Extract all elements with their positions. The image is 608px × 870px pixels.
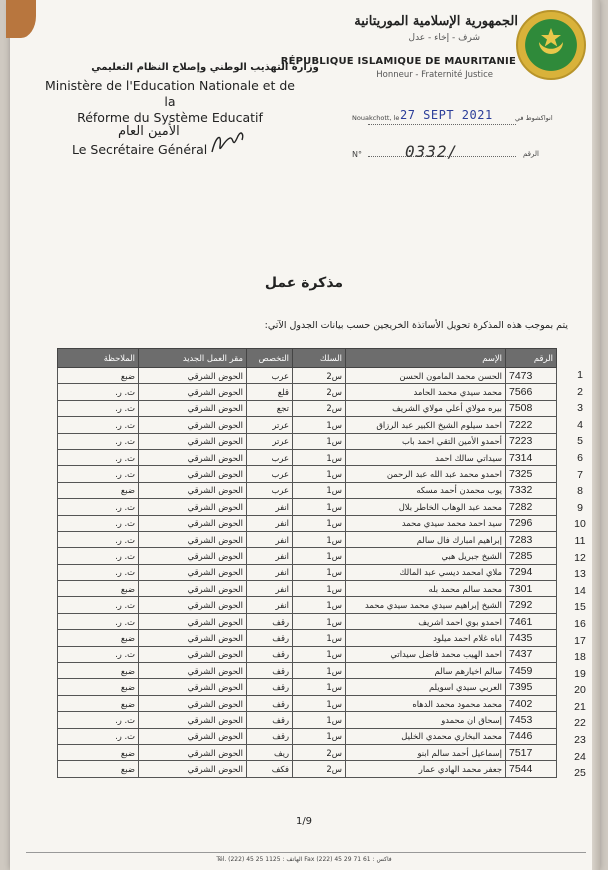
cell-grade: س2	[293, 761, 346, 777]
cell-id: 7453	[506, 712, 557, 728]
cell-id: 7517	[506, 744, 557, 760]
cell-grade: س1	[293, 581, 346, 597]
cell-notes: ت. ر.	[58, 548, 139, 564]
header-grade: السلك	[293, 349, 346, 368]
cell-id: 7446	[506, 728, 557, 744]
cell-id: 7435	[506, 630, 557, 646]
cell-specialty: عرب	[247, 466, 293, 482]
table-row	[58, 400, 557, 416]
row-number: 22	[574, 717, 586, 730]
cell-workplace: الحوض الشرقي	[139, 728, 247, 744]
table-row	[58, 663, 557, 679]
cell-name: الحسن محمد المامون الحسن	[346, 368, 506, 384]
row-number: 7	[577, 468, 583, 481]
cell-id: 7223	[506, 433, 557, 449]
secretary-title-ar: الأمين العام	[118, 124, 180, 139]
table-row	[58, 417, 557, 433]
cell-id: 7473	[506, 368, 557, 384]
row-number: 17	[574, 634, 586, 647]
cell-notes: ضبع	[58, 679, 139, 695]
cell-grade: س1	[293, 695, 346, 711]
table-row	[58, 728, 557, 744]
table-row	[58, 581, 557, 597]
page-edge	[592, 0, 600, 870]
cell-id: 7332	[506, 482, 557, 498]
thumb-shadow	[6, 0, 36, 38]
cell-workplace: الحوض الشرقي	[139, 564, 247, 580]
cell-workplace: الحوض الشرقي	[139, 515, 247, 531]
cell-workplace: الحوض الشرقي	[139, 531, 247, 547]
row-number: 12	[574, 551, 586, 564]
cell-workplace: الحوض الشرقي	[139, 449, 247, 465]
cell-notes: ضبع	[58, 744, 139, 760]
cell-notes: ت. ر.	[58, 531, 139, 547]
cell-specialty: تجع	[247, 400, 293, 416]
republic-name-ar: الجمهورية الإسلامية الموريتانية	[354, 14, 518, 29]
cell-specialty: انفر	[247, 499, 293, 515]
republic-name-fr: RÉPUBLIQUE ISLAMIQUE DE MAURITANIE	[280, 56, 516, 67]
page-number: 1/9	[295, 816, 313, 827]
cell-name: محمد سيدي محمد الحامد	[346, 384, 506, 400]
cell-name: الشيخ جبريل هبي	[346, 548, 506, 564]
cell-workplace: الحوض الشرقي	[139, 695, 247, 711]
cell-notes: ضبع	[58, 663, 139, 679]
cell-notes: ت. ر.	[58, 515, 139, 531]
cell-id: 7314	[506, 449, 557, 465]
cell-id: 7325	[506, 466, 557, 482]
cell-notes: ت. ر.	[58, 400, 139, 416]
ministry-fr-line-2: Réforme du Système Educatif	[77, 110, 263, 125]
cell-workplace: الحوض الشرقي	[139, 597, 247, 613]
cell-grade: س1	[293, 417, 346, 433]
table-row	[58, 368, 557, 384]
cell-workplace: الحوض الشرقي	[139, 761, 247, 777]
row-number: 6	[577, 451, 583, 464]
cell-grade: س1	[293, 433, 346, 449]
cell-specialty: رقف	[247, 695, 293, 711]
cell-notes: ت. ر.	[58, 646, 139, 662]
cell-specialty: انفر	[247, 581, 293, 597]
table-row	[58, 564, 557, 580]
row-number: 23	[574, 734, 586, 747]
row-number: 20	[574, 684, 586, 697]
signature-icon	[208, 126, 248, 160]
row-number: 18	[574, 651, 586, 664]
motto-fr: Honneur - Fraternité Justice	[376, 70, 493, 80]
cell-name: محمد سالم محمد بله	[346, 581, 506, 597]
cell-workplace: الحوض الشرقي	[139, 548, 247, 564]
cell-grade: س2	[293, 368, 346, 384]
cell-specialty: فكف	[247, 761, 293, 777]
cell-notes: ضبع	[58, 761, 139, 777]
table-row	[58, 548, 557, 564]
cell-workplace: الحوض الشرقي	[139, 581, 247, 597]
cell-grade: س1	[293, 548, 346, 564]
cell-name: أحمدو الأمين التقي احمد باب	[346, 433, 506, 449]
cell-grade: س1	[293, 712, 346, 728]
table-row	[58, 515, 557, 531]
reference-number: 0332/	[405, 142, 459, 161]
number-label-ar: الرقم	[523, 150, 539, 158]
table-row	[58, 449, 557, 465]
cell-workplace: الحوض الشرقي	[139, 482, 247, 498]
row-number: 14	[574, 584, 586, 597]
cell-name: احمد سيلوم الشيخ الكبير عبد الرزاق	[346, 417, 506, 433]
table-row	[58, 466, 557, 482]
table-header-row	[58, 349, 557, 368]
date-dotted-line	[368, 124, 516, 125]
cell-name: اباه غلام احمد ميلود	[346, 630, 506, 646]
row-number: 1	[577, 369, 583, 381]
cell-name: سيد احمد محمد سيدي محمد	[346, 515, 506, 531]
row-number: 19	[574, 667, 586, 680]
cell-id: 7402	[506, 695, 557, 711]
cell-grade: س2	[293, 384, 346, 400]
cell-id: 7285	[506, 548, 557, 564]
cell-name: العربي سيدي اسويلم	[346, 679, 506, 695]
cell-specialty: رقف	[247, 712, 293, 728]
cell-id: 7283	[506, 531, 557, 547]
cell-id: 7508	[506, 400, 557, 416]
cell-notes: ضبع	[58, 368, 139, 384]
cell-notes: ت. ر.	[58, 384, 139, 400]
cell-grade: س1	[293, 499, 346, 515]
cell-workplace: الحوض الشرقي	[139, 712, 247, 728]
cell-id: 7296	[506, 515, 557, 531]
row-number: 5	[577, 435, 583, 448]
cell-specialty: عرب	[247, 368, 293, 384]
header-specialty: التخصص	[247, 349, 293, 368]
place-label-ar: انواكشوط في	[515, 114, 553, 122]
cell-name: احمد الهيب محمد فاضل سيداتي	[346, 646, 506, 662]
cell-notes: ت. ر.	[58, 712, 139, 728]
table-row	[58, 630, 557, 646]
cell-specialty: انفر	[247, 564, 293, 580]
cell-name: إبراهيم امبارك فال سالم	[346, 531, 506, 547]
cell-grade: س1	[293, 646, 346, 662]
cell-specialty: عرتر	[247, 433, 293, 449]
cell-specialty: رقف	[247, 679, 293, 695]
document-title: مذكرة عمل	[264, 275, 344, 291]
cell-workplace: الحوض الشرقي	[139, 630, 247, 646]
motto-ar: شرف - إخاء - عدل	[408, 33, 480, 43]
table-row	[58, 499, 557, 515]
row-number: 9	[577, 501, 583, 514]
cell-specialty: انفر	[247, 597, 293, 613]
cell-grade: س1	[293, 728, 346, 744]
table-row	[58, 531, 557, 547]
cell-specialty: انفر	[247, 515, 293, 531]
cell-name: محمد عبد الوهاب الخاطر بلال	[346, 499, 506, 515]
cell-grade: س1	[293, 466, 346, 482]
cell-grade: س1	[293, 630, 346, 646]
row-number: 3	[577, 402, 583, 415]
cell-id: 7292	[506, 597, 557, 613]
cell-notes: ضبع	[58, 482, 139, 498]
cell-notes: ت. ر.	[58, 433, 139, 449]
cell-grade: س2	[293, 744, 346, 760]
cell-id: 7459	[506, 663, 557, 679]
cell-name: بيره مولاي أعلي مولاي الشريف	[346, 400, 506, 416]
cell-id: 7294	[506, 564, 557, 580]
table-row	[58, 597, 557, 613]
cell-workplace: الحوض الشرقي	[139, 663, 247, 679]
cell-name: احمدو بوي احمد اشريف	[346, 613, 506, 629]
cell-notes: ضبع	[58, 581, 139, 597]
cell-grade: س1	[293, 679, 346, 695]
cell-grade: س1	[293, 482, 346, 498]
cell-name: جعفر محمد الهادي عمار	[346, 761, 506, 777]
row-number: 25	[574, 767, 586, 780]
cell-workplace: الحوض الشرقي	[139, 384, 247, 400]
table-row	[58, 679, 557, 695]
cell-specialty: رقف	[247, 646, 293, 662]
secretary-title-fr: Le Secrétaire Général	[72, 142, 208, 157]
ministry-name-ar: وزارة التهذيب الوطني وإصلاح النظام التعليمي	[91, 62, 319, 73]
cell-workplace: الحوض الشرقي	[139, 679, 247, 695]
table-row	[58, 613, 557, 629]
cell-workplace: الحوض الشرقي	[139, 646, 247, 662]
row-number: 13	[574, 568, 586, 581]
footer-divider	[26, 852, 586, 853]
cell-grade: س2	[293, 400, 346, 416]
table-body	[58, 368, 557, 778]
footer-contact: Tél. (222) 45 25 1125 : الهاتف Fax (222) 45 29 71 61 : فاكس	[216, 856, 392, 863]
cell-specialty: عرب	[247, 482, 293, 498]
row-number: 4	[577, 418, 583, 431]
cell-grade: س1	[293, 613, 346, 629]
cell-specialty: ريف	[247, 744, 293, 760]
cell-name: سيداتي سالك احمد	[346, 449, 506, 465]
number-label-fr: N°	[352, 150, 362, 159]
row-numbers	[570, 367, 590, 782]
cell-specialty: رقف	[247, 663, 293, 679]
document-intro: يتم بموجب هذه المذكرة تحويل الأساتذة الخريجين حسب بيانات الجدول الآتي:	[264, 320, 568, 331]
place-label-fr: Nouakchott, le	[352, 114, 400, 122]
cell-workplace: الحوض الشرقي	[139, 613, 247, 629]
cell-name: احمدو محمد عبد الله عبد الرحمن	[346, 466, 506, 482]
header-notes: الملاحظة	[58, 349, 139, 368]
cell-id: 7282	[506, 499, 557, 515]
cell-id: 7395	[506, 679, 557, 695]
star-crescent-icon	[531, 24, 571, 64]
table-row	[58, 761, 557, 777]
row-number: 24	[574, 750, 586, 763]
row-number: 16	[574, 617, 586, 630]
cell-notes: ت. ر.	[58, 466, 139, 482]
cell-specialty: رقف	[247, 728, 293, 744]
cell-id: 7544	[506, 761, 557, 777]
cell-notes: ت. ر.	[58, 728, 139, 744]
ministry-fr-line-1: Ministère de l'Education Nationale et de la	[45, 78, 295, 109]
cell-workplace: الحوض الشرقي	[139, 417, 247, 433]
ministry-name-fr	[40, 78, 300, 126]
cell-specialty: قلع	[247, 384, 293, 400]
cell-workplace: الحوض الشرقي	[139, 368, 247, 384]
cell-name: محمد البخاري محمدي الخليل	[346, 728, 506, 744]
cell-id: 7222	[506, 417, 557, 433]
cell-grade: س1	[293, 597, 346, 613]
cell-workplace: الحوض الشرقي	[139, 400, 247, 416]
row-number: 11	[574, 534, 586, 547]
header-workplace: مقر العمل الجديد	[139, 349, 247, 368]
header-id: الرقم	[506, 349, 557, 368]
cell-name: يوب محمدن أحمد مسكه	[346, 482, 506, 498]
cell-notes: ضبع	[58, 630, 139, 646]
cell-id: 7437	[506, 646, 557, 662]
cell-name: الشيخ إبراهيم سيدي محمد سيدي محمد	[346, 597, 506, 613]
cell-grade: س1	[293, 663, 346, 679]
row-number: 21	[574, 700, 586, 713]
cell-id: 7461	[506, 613, 557, 629]
cell-notes: ت. ر.	[58, 417, 139, 433]
table-row	[58, 433, 557, 449]
cell-grade: س1	[293, 531, 346, 547]
cell-id: 7301	[506, 581, 557, 597]
row-number: 15	[574, 601, 586, 614]
cell-notes: ت. ر.	[58, 499, 139, 515]
cell-notes: ضبع	[58, 695, 139, 711]
row-number: 2	[577, 385, 583, 398]
cell-id: 7566	[506, 384, 557, 400]
table-row	[58, 646, 557, 662]
table-row	[58, 712, 557, 728]
cell-specialty: انفر	[247, 531, 293, 547]
date-stamp: 27 SEPT 2021	[400, 108, 493, 122]
cell-name: إسماعيل أحمد سالم ابنو	[346, 744, 506, 760]
cell-name: إسحاق ان محمدو	[346, 712, 506, 728]
cell-grade: س1	[293, 515, 346, 531]
cell-grade: س1	[293, 564, 346, 580]
cell-notes: ت. ر.	[58, 564, 139, 580]
cell-name: سالم اخيارهم سالم	[346, 663, 506, 679]
cell-specialty: عرتر	[247, 417, 293, 433]
cell-specialty: عرب	[247, 449, 293, 465]
transfer-table	[57, 348, 557, 778]
cell-workplace: الحوض الشرقي	[139, 499, 247, 515]
cell-name: ملاي امحمد ديسي عبد المالك	[346, 564, 506, 580]
cell-name: محمد محمود محمد الدهاه	[346, 695, 506, 711]
header-name: الإسم	[346, 349, 506, 368]
cell-workplace: الحوض الشرقي	[139, 466, 247, 482]
table-row	[58, 744, 557, 760]
cell-notes: ت. ر.	[58, 597, 139, 613]
cell-specialty: رقف	[247, 613, 293, 629]
table-row	[58, 482, 557, 498]
row-number: 10	[574, 518, 586, 531]
table-row	[58, 695, 557, 711]
row-number: 8	[577, 485, 583, 498]
state-emblem-icon	[516, 10, 586, 80]
cell-specialty: انفر	[247, 548, 293, 564]
cell-grade: س1	[293, 449, 346, 465]
cell-notes: ت. ر.	[58, 613, 139, 629]
cell-workplace: الحوض الشرقي	[139, 744, 247, 760]
table-row	[58, 384, 557, 400]
cell-workplace: الحوض الشرقي	[139, 433, 247, 449]
cell-specialty: رقف	[247, 630, 293, 646]
cell-notes: ت. ر.	[58, 449, 139, 465]
